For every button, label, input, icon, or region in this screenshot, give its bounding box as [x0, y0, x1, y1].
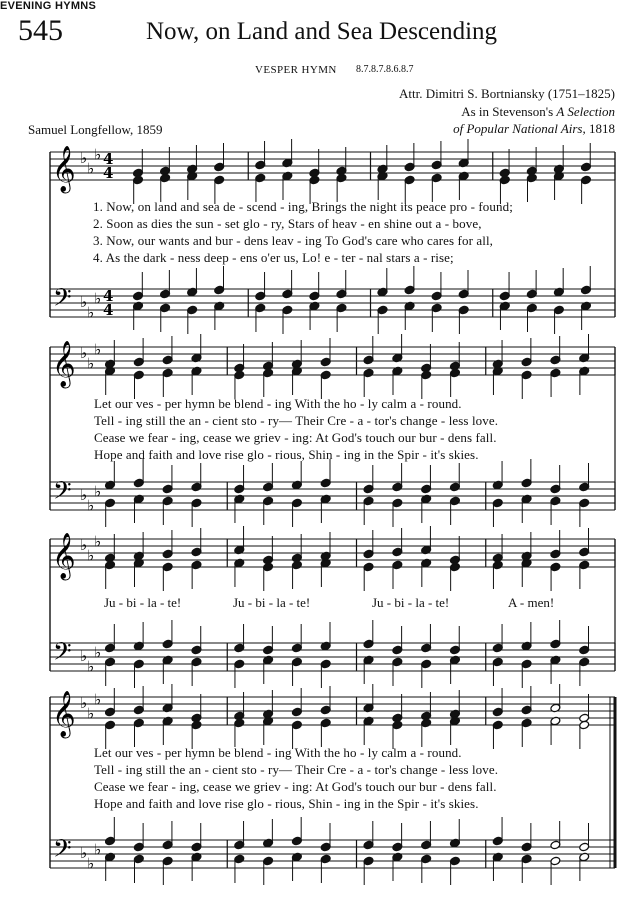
treble-clef-icon: 𝄞 [52, 691, 76, 737]
tune-name: VESPER HYMN [255, 64, 337, 76]
flat-icon: ♭ [80, 536, 88, 554]
verse-1-line-1: 1. Now, on land and sea de - scend - ing, Brings the night its peace pro - found; [93, 199, 513, 214]
verse-4-line-2: Hope and faith and love rise glo - rious, Shin - ing in the Spir - it's skies. [94, 447, 479, 462]
flat-icon: ♭ [87, 704, 95, 723]
bass-clef-icon: 𝄢 [53, 637, 72, 671]
flat-icon: ♭ [80, 344, 88, 362]
time-signature: 4 [103, 164, 114, 182]
verse-1-line-2: Let our ves - per hymn be blend - ing With the ho - ly calm a - round. [94, 396, 462, 411]
flat-icon: ♭ [94, 690, 102, 709]
hymn-title: Now, on Land and Sea Descending [146, 18, 498, 45]
time-signature: 4 [103, 150, 114, 168]
flat-icon: ♭ [80, 149, 88, 167]
flat-icon: ♭ [94, 840, 102, 859]
music-attribution-3-italic: of Popular National Airs, [453, 121, 586, 136]
time-signature: 4 [103, 287, 114, 305]
flat-icon: ♭ [87, 354, 95, 373]
verse-3-line-2: Cease we fear - ing, cease we griev - ing: At God's touch our bur - dens fall. [94, 430, 497, 445]
music-attribution-2-italic: A Selection [556, 104, 615, 119]
verse-4-line-3: Hope and faith and love rise glo - rious, Shin - ing in the Spir - it's skies. [94, 796, 479, 811]
verse-3-line-3: Cease we fear - ing, cease we griev - ing: At God's touch our bur - dens fall. [94, 779, 497, 794]
music-attribution-2-plain: As in Stevenson's [461, 104, 554, 119]
flat-icon: ♭ [94, 289, 102, 308]
flat-icon: ♭ [87, 496, 95, 515]
refrain-jubilate-3: Ju - bi - la - te! [372, 595, 450, 610]
treble-clef-icon: 𝄞 [52, 533, 76, 579]
verse-2-line-2: Tell - ing still the an - cient sto - ry— Their Cre - a - tor's change - less love. [94, 413, 499, 428]
flat-icon: ♭ [94, 482, 102, 501]
verse-2-line-3: Tell - ing still the an - cient sto - ry— Their Cre - a - tor's change - less love. [94, 762, 499, 777]
flat-icon: ♭ [94, 532, 102, 551]
flat-icon: ♭ [87, 303, 95, 322]
verse-3-line-1: 3. Now, our wants and bur - dens leav - ing To God's care who cares for all, [93, 233, 494, 248]
treble-clef-icon: 𝄞 [52, 146, 76, 192]
flat-icon: ♭ [80, 293, 88, 311]
verse-4-line-1: 4. As the dark - ness deep - ens o'er us, Lo! e - ter - nal stars a - rise; [93, 250, 454, 265]
flat-icon: ♭ [80, 844, 88, 862]
flat-icon: ♭ [87, 854, 95, 873]
bass-clef-icon: 𝄢 [53, 476, 72, 510]
flat-icon: ♭ [87, 546, 95, 565]
section-heading: EVENING HYMNS [0, 0, 97, 12]
flat-icon: ♭ [87, 159, 95, 178]
flat-icon: ♭ [94, 340, 102, 359]
refrain-jubilate-1: Ju - bi - la - te! [104, 595, 182, 610]
refrain-jubilate-2: Ju - bi - la - te! [233, 595, 311, 610]
flat-icon: ♭ [87, 657, 95, 676]
flat-icon: ♭ [80, 647, 88, 665]
bass-clef-icon: 𝄢 [53, 283, 72, 317]
flat-icon: ♭ [80, 486, 88, 504]
hymn-number: 545 [18, 14, 63, 47]
music-attribution-3-plain: 1818 [589, 121, 615, 136]
music-attribution-1: Attr. Dimitri S. Bortniansky (1751–1825) [399, 86, 615, 101]
flat-icon: ♭ [94, 643, 102, 662]
verse-2-line-1: 2. Soon as dies the sun - set glo - ry, Stars of heav - en shine out a - bove, [93, 216, 482, 231]
flat-icon: ♭ [94, 145, 102, 164]
words-author: Samuel Longfellow, 1859 [28, 122, 163, 137]
refrain-amen: A - men! [508, 595, 555, 610]
bass-clef-icon: 𝄢 [53, 834, 72, 868]
treble-clef-icon: 𝄞 [52, 341, 76, 387]
verse-1-line-3: Let our ves - per hymn be blend - ing With the ho - ly calm a - round. [94, 745, 462, 760]
flat-icon: ♭ [80, 694, 88, 712]
time-signature: 4 [103, 301, 114, 319]
meter: 8.7.8.7.8.6.8.7 [356, 64, 414, 75]
